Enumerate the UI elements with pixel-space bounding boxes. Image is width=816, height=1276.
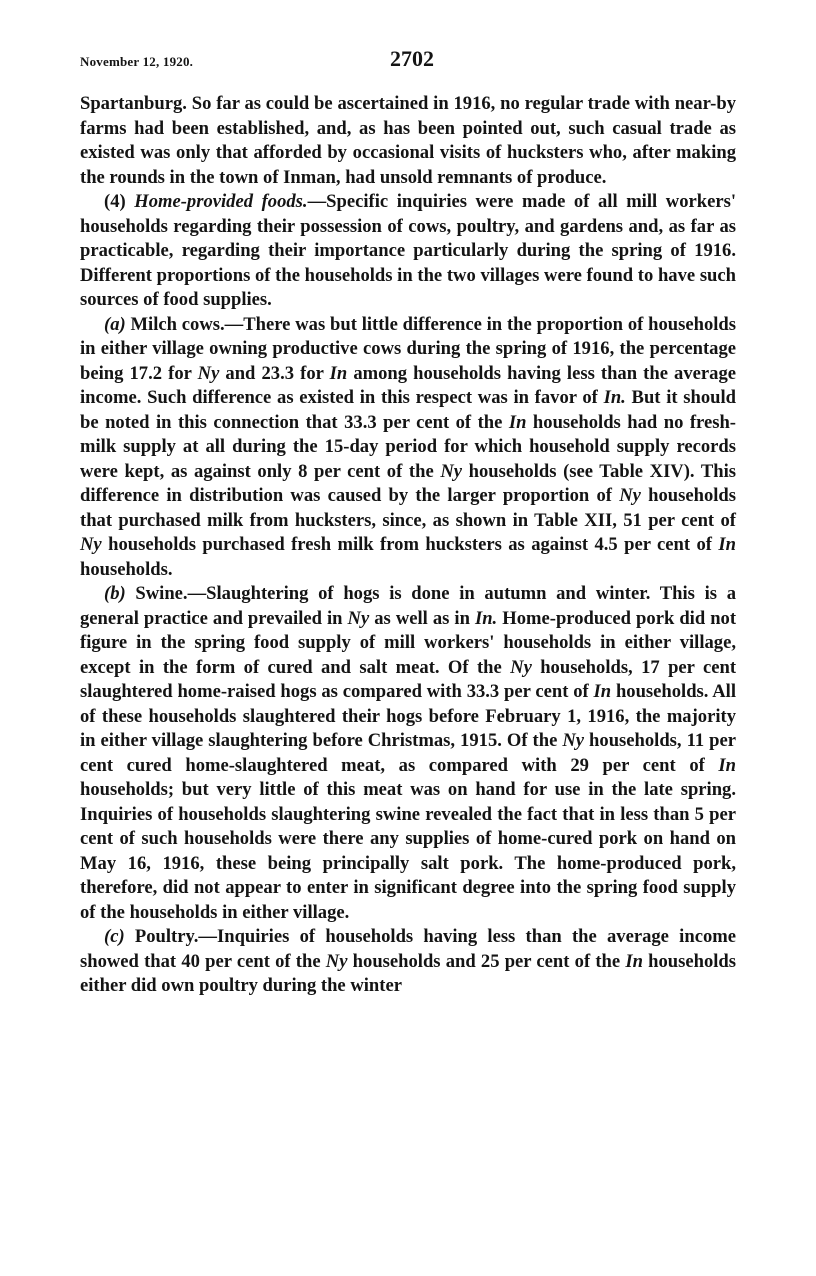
paragraph-milch-cows [80, 313, 736, 583]
village-ny: Ny [619, 485, 641, 506]
paragraph-spartanburg: Spartanburg. So far as could be ascertained in 1916, no regular trade with near-by farms had been established, and, as has been pointed out, such casual trade as existed was only that afforded by occasional visits of hucksters who, after making the rounds in the town of Inman, had unsold remnants of produce. [80, 93, 736, 188]
section-heading: Home-provided foods. [134, 191, 308, 212]
village-in: In. [603, 387, 626, 408]
text-run: Home-produced pork did not figure in the spring food supply of mill workers' households in either village, except in the form of cured and salt meat. Of the [80, 607, 737, 678]
text-run: households. All of these households slaughtered their hogs before February 1, 1916, the majority in either village slaughtering before Christmas, 1915. Of the [80, 681, 736, 751]
village-ny: Ny [562, 730, 585, 751]
paragraph-home-provided-foods [80, 190, 736, 313]
village-in: In [625, 950, 643, 972]
header-date: November 12, 1920. [80, 54, 194, 69]
village-ny: Ny [440, 460, 462, 482]
section-text: —Specific inquiries were made of all mill workers' households regarding their possession of cows, poultry, and gardens and, as far as practicable, regarding their importance particularly during the spring of 1916. Different proportions of the households in the two villages were found to have such sources of food supplies. [80, 191, 736, 310]
text-run: households had no fresh-milk supply at all during the 15-day period for which household supply records were kept, as against only 8 per cent of the [80, 411, 736, 482]
subsection-letter: (c) [104, 926, 125, 947]
text-run: households and 25 per cent of the [347, 950, 626, 972]
subsection-letter: (a) [104, 313, 126, 335]
text-run: and 23.3 for [219, 362, 330, 384]
text-run: households, 11 per cent cured home-slaughtered meat, as compared with 29 per cent of [80, 730, 736, 776]
village-ny: Ny [197, 362, 220, 384]
village-in: In [718, 754, 736, 776]
village-in: In. [474, 607, 498, 629]
page-header [80, 44, 736, 80]
village-in: In [718, 534, 736, 555]
text-run: among households having less than the average income. Such difference as existed in this respect was in favor of [80, 362, 736, 408]
subsection-letter: (b) [104, 583, 126, 604]
village-ny: Ny [510, 656, 532, 678]
text-run: Swine.—Slaughtering of hogs is done in autumn and winter. This is a general practice and prevailed in [80, 583, 736, 629]
village-in: In [329, 362, 348, 384]
paragraph-swine [80, 582, 736, 925]
text-run: households that purchased milk from hucksters, since, as shown in Table XII, 51 per cent of [80, 485, 737, 531]
text-run: households purchased fresh milk from hucksters as against 4.5 per cent of [101, 534, 719, 555]
text-run: Poultry.—Inquiries of households having less than the average income showed that 40 per cent of the [80, 926, 736, 972]
village-ny: Ny [80, 534, 102, 555]
text-run: households (see Table XIV). This difference in distribution was caused by the larger proportion of [80, 460, 736, 506]
paragraph-poultry [80, 925, 736, 999]
village-ny: Ny [347, 607, 370, 629]
document-page [80, 44, 736, 999]
page-number: 2702 [390, 46, 434, 71]
village-in: In [593, 681, 612, 702]
text-run: households, 17 per cent slaughtered home-raised hogs as compared with 33.3 per cent of [80, 656, 737, 702]
text-run: households; but very little of this meat was on hand for use in the late spring. Inquiries of households slaughtering swine revealed the fact that in less than 5 per cent of such households were there any supplies of home-cured pork on hand on May 16, 1916, these being principally salt pork. The home-produced pork, therefore, did not appear to enter in significant degree into the spring food supply of the households in either village. [80, 779, 736, 923]
text-run: Milch cows.—There was but little difference in the proportion of households in either village owning productive cows during the spring of 1916, the percentage being 17.2 for [80, 313, 736, 384]
village-in: In [508, 411, 527, 433]
text-run: as well as in [369, 607, 475, 629]
text-run: households. [80, 558, 173, 580]
body-text [80, 92, 736, 999]
village-ny: Ny [325, 950, 348, 972]
text-run: But it should be noted in this connection that 33.3 per cent of the [80, 387, 736, 433]
section-number: (4) [104, 191, 126, 212]
text-run: households either did own poultry during the winter [80, 950, 737, 996]
